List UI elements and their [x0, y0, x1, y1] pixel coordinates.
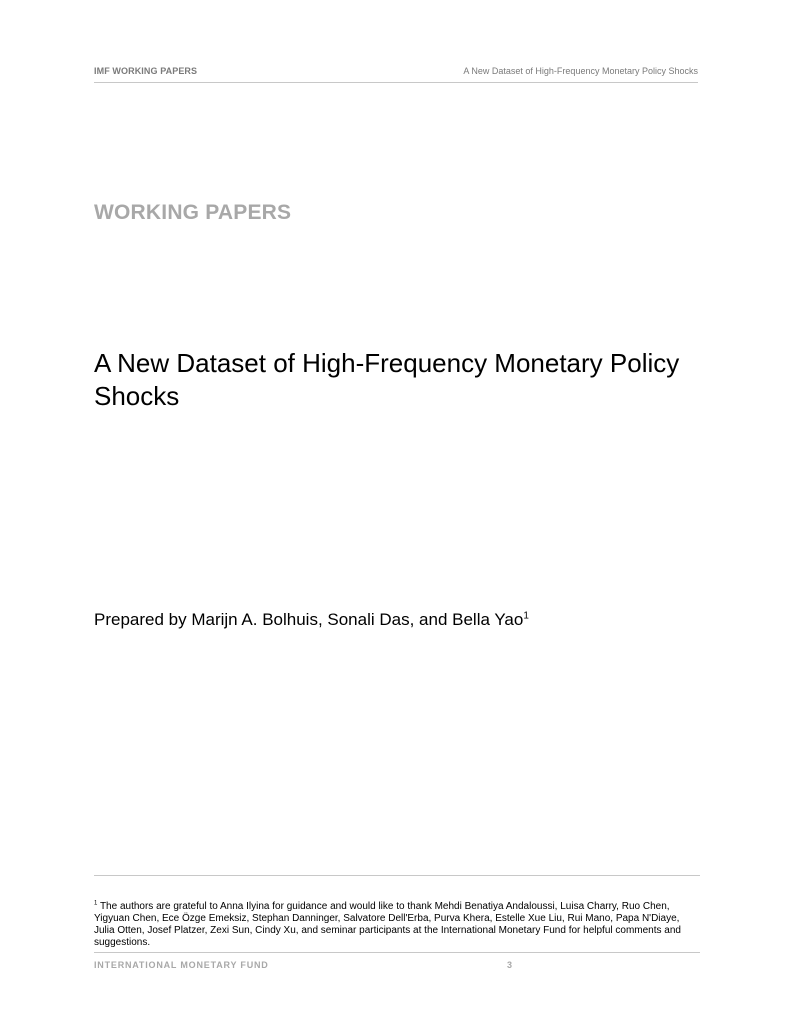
- page-number: 3: [507, 960, 513, 970]
- footer-org: INTERNATIONAL MONETARY FUND: [94, 960, 269, 970]
- paper-title-line-2: Shocks: [94, 381, 180, 411]
- header-running-title: A New Dataset of High-Frequency Monetary Policy Shocks: [463, 66, 698, 76]
- authors-footnote-mark[interactable]: 1: [523, 610, 529, 622]
- series-label: WORKING PAPERS: [94, 201, 292, 224]
- footer-divider: [94, 952, 700, 953]
- running-header: [94, 66, 698, 83]
- footnote-text: The authors are grateful to Anna Ilyina for guidance and would like to thank Mehdi Benatiya Andaloussi, Luisa Charry, Ruo Chen, Yigyuan Chen, Ece Özge Emeksiz, Stephan Danninger, Salvatore Dell'Erba, Purva Khera, Estelle Xue Liu, Rui Mano, Papa N'Diaye, Julia Otten, Josef Platzer, Zexi Sun, Cindy Xu, and seminar participants at the International Monetary Fund for helpful comments and suggestions.: [94, 901, 681, 948]
- footnote: [94, 901, 698, 949]
- authors-line: [94, 610, 529, 630]
- paper-title: [94, 347, 704, 413]
- paper-title-line-1: A New Dataset of High-Frequency Monetary Policy: [94, 348, 680, 378]
- footnote-divider: [94, 875, 700, 876]
- footnote-mark: 1: [94, 900, 98, 907]
- header-series: IMF WORKING PAPERS: [94, 66, 198, 76]
- authors-text: Prepared by Marijn A. Bolhuis, Sonali Das, and Bella Yao: [94, 610, 524, 629]
